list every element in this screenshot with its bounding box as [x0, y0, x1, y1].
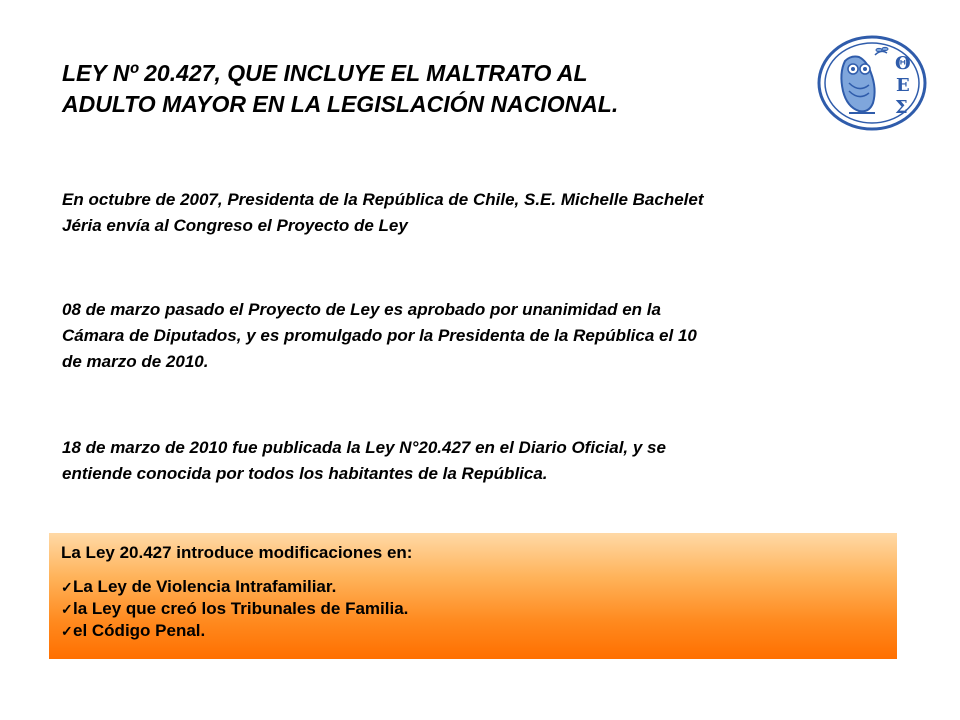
list-item-label: La Ley de Violencia Intrafamiliar.: [73, 577, 337, 596]
paragraph-line: En octubre de 2007, Presidenta de la República de Chile, S.E. Michelle Bachelet: [62, 190, 704, 209]
list-item-label: el Código Penal.: [73, 621, 206, 640]
checkmark-icon: ✓: [61, 601, 73, 617]
paragraph-line: 18 de marzo de 2010 fue publicada la Ley N°20.427 en el Diario Oficial, y se: [62, 438, 666, 457]
list-item-label: la Ley que creó los Tribunales de Familia.: [73, 599, 409, 618]
list-item: [61, 620, 897, 642]
list-item: [61, 598, 897, 620]
page-title: [62, 58, 762, 120]
paragraph-aprobacion: [62, 297, 892, 375]
paragraph-line: entiende conocida por todos los habitantes de la República.: [62, 464, 548, 483]
list-item: [61, 576, 897, 598]
paragraph-proyecto: [62, 187, 892, 239]
logo-letter-theta: Θ: [895, 53, 911, 74]
modificaciones-box: [49, 533, 897, 659]
paragraph-publicacion: [62, 435, 892, 487]
modificaciones-list: [61, 576, 897, 642]
checkmark-icon: ✓: [61, 579, 73, 595]
title-line-2: ADULTO MAYOR EN LA LEGISLACIÓN NACIONAL.: [62, 91, 619, 117]
owl-coin-logo-icon: [815, 33, 930, 133]
logo-letter-epsilon: Ε: [896, 75, 910, 96]
paragraph-line: Jéria envía al Congreso el Proyecto de Ley: [62, 216, 408, 235]
paragraph-line: de marzo de 2010.: [62, 352, 209, 371]
logo-letter-sigma: Σ: [895, 97, 908, 118]
paragraph-line: Cámara de Diputados, y es promulgado por la Presidenta de la República el 10: [62, 326, 697, 345]
checkmark-icon: ✓: [61, 623, 73, 639]
box-heading: La Ley 20.427 introduce modificaciones en:: [61, 543, 413, 562]
paragraph-line: 08 de marzo pasado el Proyecto de Ley es aprobado por unanimidad en la: [62, 300, 661, 319]
title-line-1: LEY Nº 20.427, QUE INCLUYE EL MALTRATO AL: [62, 60, 588, 86]
